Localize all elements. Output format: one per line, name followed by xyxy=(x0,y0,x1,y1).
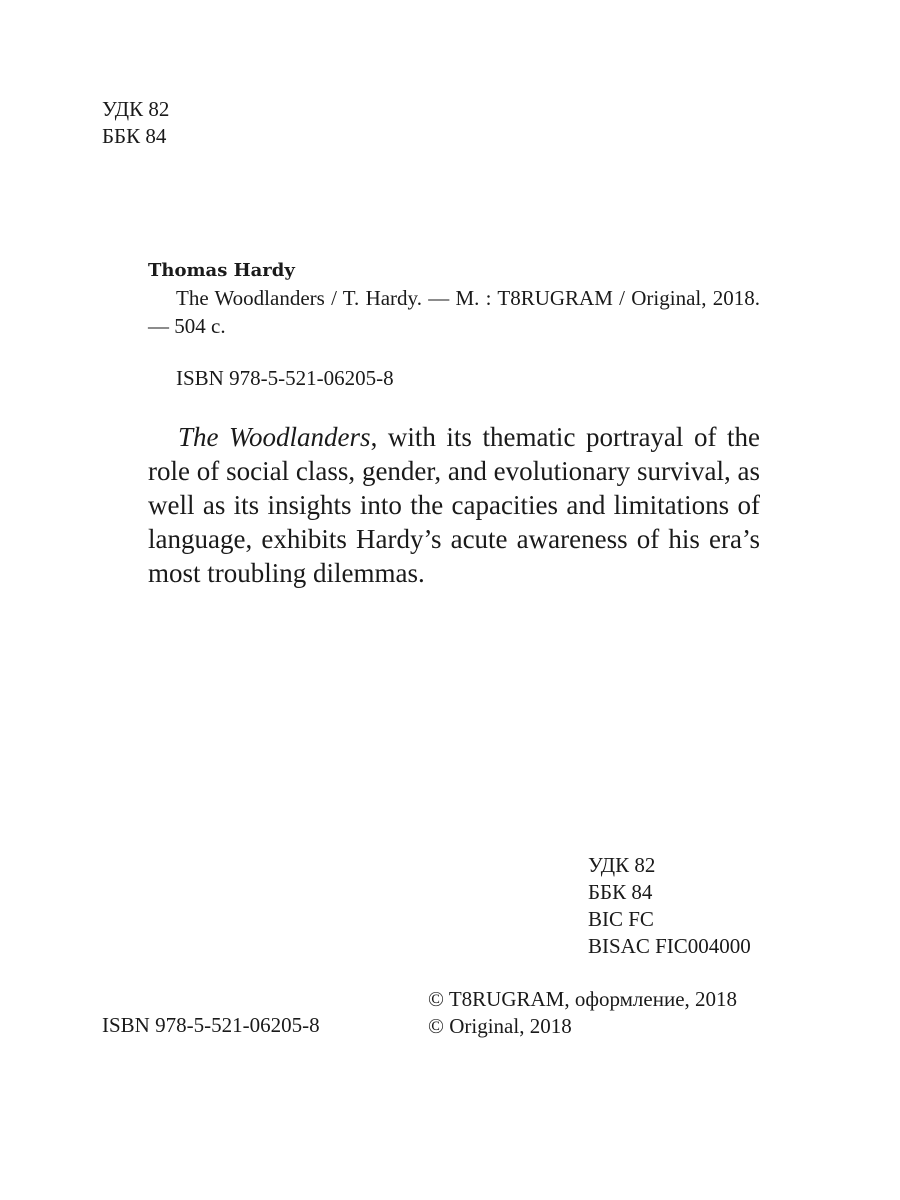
annotation-body: , with its thematic portrayal of the role of social class, gender, and evolutionary survival, as well as its insights into the capacities and limitations of language, exhibits Hardy’s acute awareness of his era’s most troubling dilemmas. xyxy=(148,422,760,588)
bbk-code: ББК 84 xyxy=(102,124,167,148)
top-classification-codes xyxy=(102,96,169,150)
bic-code: BIC FC xyxy=(588,907,654,931)
bbk-code-bottom: ББК 84 xyxy=(588,880,653,904)
copyright-original: © Original, 2018 xyxy=(428,1014,572,1038)
bisac-code: BISAC FIC004000 xyxy=(588,934,751,958)
udk-code-bottom: УДК 82 xyxy=(588,853,656,877)
bottom-classification-codes xyxy=(588,852,751,960)
author-name: Thomas Hardy xyxy=(148,260,295,281)
annotation-title: The Woodlanders xyxy=(178,422,371,452)
book-annotation xyxy=(148,420,760,590)
isbn-record: ISBN 978-5-521-06205-8 xyxy=(176,366,394,390)
copyright-notices xyxy=(428,986,737,1040)
udk-code: УДК 82 xyxy=(102,97,170,121)
bibliographic-citation: The Woodlanders / T. Hardy. — M. : T8RUGRAM / Original, 2018. — 504 c. xyxy=(148,286,760,338)
copyright-design: © T8RUGRAM, оформление, 2018 xyxy=(428,987,738,1011)
isbn-footer: ISBN 978-5-521-06205-8 xyxy=(102,1013,320,1037)
